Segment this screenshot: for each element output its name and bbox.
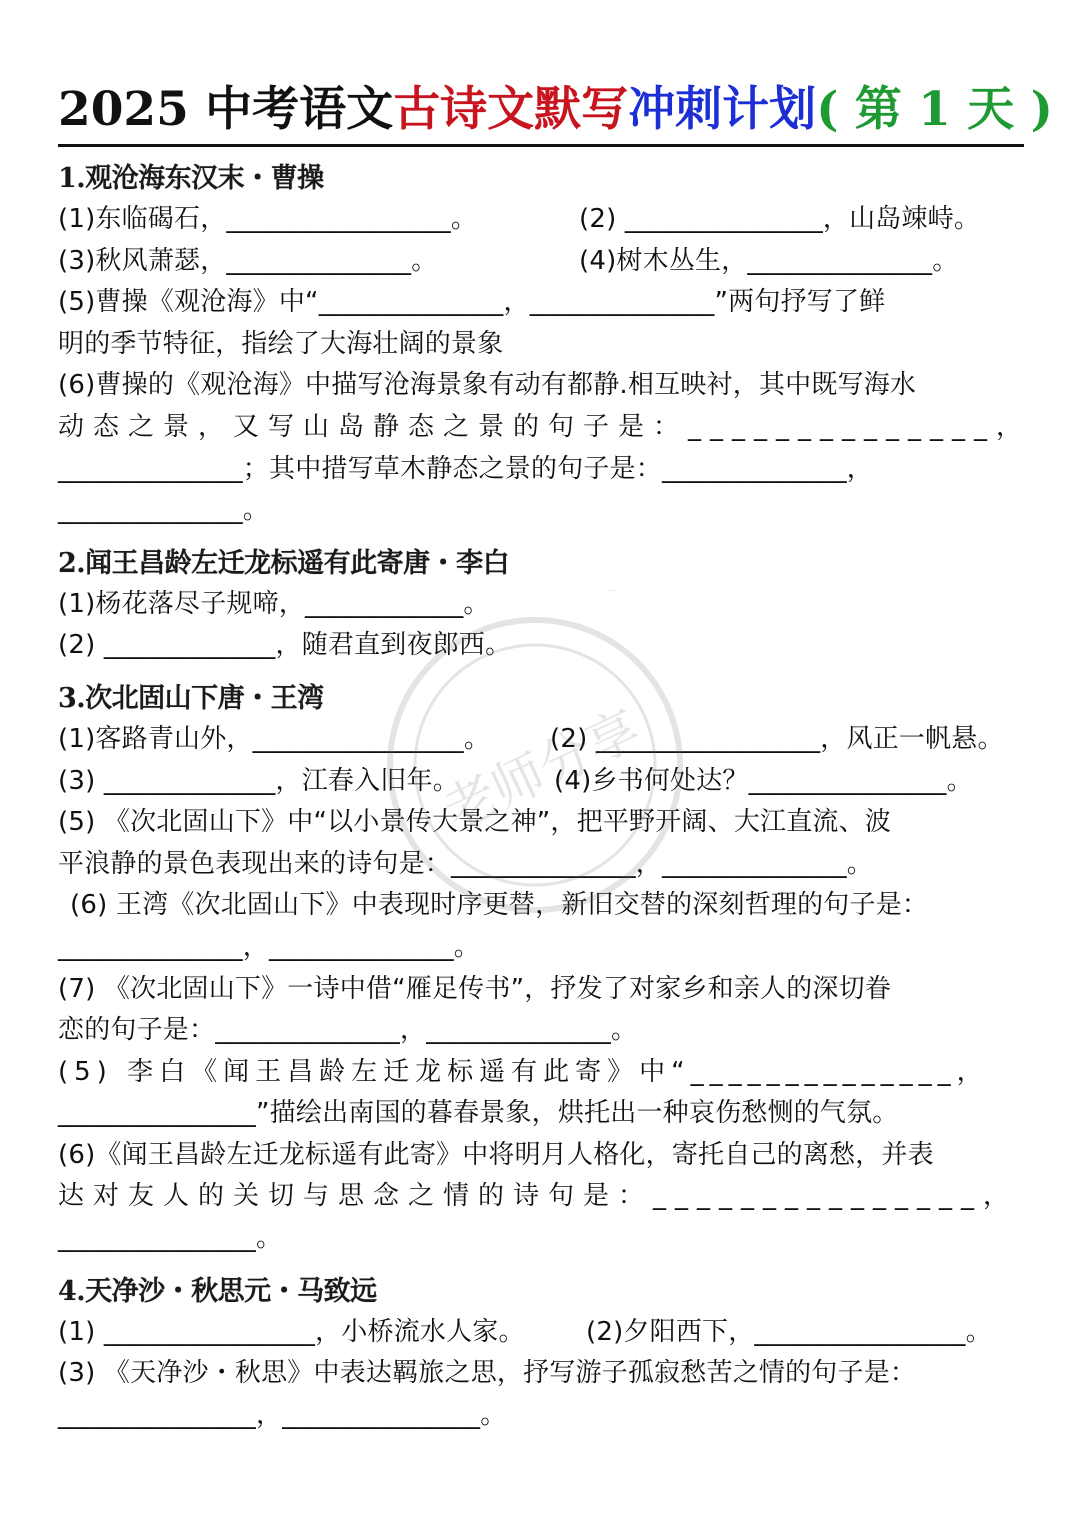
question-line: 动态之景，又写山岛静态之景的句子是：______________， (58, 411, 1032, 442)
question-line (58, 1312, 1028, 1354)
question-item: (2) _______________，山岛竦峙。 (579, 204, 981, 234)
question-line: ______________。 (58, 495, 269, 526)
section-heading-2: 2.闻王昌龄左迁龙标遥有此寄唐・李白 (58, 547, 510, 579)
question-line: _______________”描绘出南国的暮春景象，烘托出一种哀伤愁恻的气氛。 (58, 1098, 899, 1129)
question-item: (1)客路青山外，________________。 (58, 723, 491, 754)
question-line: 平浪静的景色表现出来的诗句是：______________，______________。 (58, 848, 874, 879)
question-line: _______________，_______________。 (58, 1399, 507, 1430)
title-part-red: 古诗文默写 (393, 82, 629, 137)
question-item: (1) ________________，小桥流水人家。 (58, 1316, 525, 1347)
question-line: ______________，______________。 (58, 931, 480, 962)
worksheet-page (58, 78, 1053, 1436)
title-part-blue: 冲刺计划 (628, 82, 817, 137)
question-line: (5)曹操《观沧海》中“______________，______________”两句抒写了鲜 (58, 287, 886, 318)
question-item: (2)夕阳西下，________________。 (586, 1316, 992, 1347)
section-heading-4: 4.天净沙・秋思元・马致远 (58, 1275, 377, 1307)
question-item: (3)秋风萧瑟，______________。 (58, 245, 438, 276)
question-item: (3) _____________，江春入旧年。 (58, 765, 459, 796)
page-title (58, 78, 1053, 142)
question-item: (4)乡书何处达？_______________。 (554, 765, 973, 796)
question-line (58, 199, 1028, 241)
question-line: 明的季节特征，指绘了大海壮阔的景象 (58, 328, 504, 359)
question-line (58, 241, 1028, 283)
question-line (58, 761, 1028, 803)
question-line: _______________。 (58, 1223, 283, 1254)
question-line: (6) 王湾《次北固山下》中表现时序更替，新旧交替的深刻哲理的句子是： (70, 890, 929, 921)
title-underline (58, 144, 1024, 147)
question-line: ______________；其中措写草木静态之景的句子是：______________， (58, 453, 874, 484)
question-line: (6)《闻王昌龄左迁龙标遥有此寄》中将明月人格化，寄托自己的离愁，并表 (58, 1139, 934, 1170)
watermark-text: 老师分享 (435, 699, 649, 842)
question-line: (6)曹操的《观沧海》中描写沧海景象有动有都静.相互映衬，其中既写海水 (58, 370, 917, 401)
question-item: (4)树木丛生，______________。 (579, 245, 959, 276)
question-line: 达对友人的关切与思念之情的诗句是：_______________， (58, 1181, 1019, 1212)
question-line (58, 719, 1028, 761)
question-item: (1)东临碣石，_________________。 (58, 204, 478, 234)
section-heading-3: 3.次北固山下唐・王湾 (58, 682, 324, 714)
question-line: (7) 《次北固山下》一诗中借“雁足传书”，抒发了对家乡和亲人的深切眷 (58, 973, 892, 1004)
question-line: (1)杨花落尽子规啼，____________。 (58, 588, 490, 619)
question-line: (3) 《天净沙・秋思》中表达羁旅之思，抒写游子孤寂愁苦之情的句子是： (58, 1358, 917, 1389)
question-line: 恋的句子是：______________，______________。 (58, 1015, 638, 1046)
question-line: (5) 李白《闻王昌龄左迁龙标遥有此寄》中“______________， (58, 1056, 989, 1087)
question-line: (2) _____________，随君直到夜郎西。 (58, 630, 512, 661)
title-part-green: ( 第 1 天 ) (816, 82, 1053, 137)
question-item: (2) _________________，风正一帆悬。 (550, 723, 1004, 754)
section-heading-1: 1.观沧海东汉末・曹操 (58, 163, 324, 194)
title-part-black: 2025 中考语文 (58, 82, 394, 137)
question-line: (5) 《次北固山下》中“以小景传大景之神”，把平野开阔、大江直流、波 (58, 807, 892, 838)
